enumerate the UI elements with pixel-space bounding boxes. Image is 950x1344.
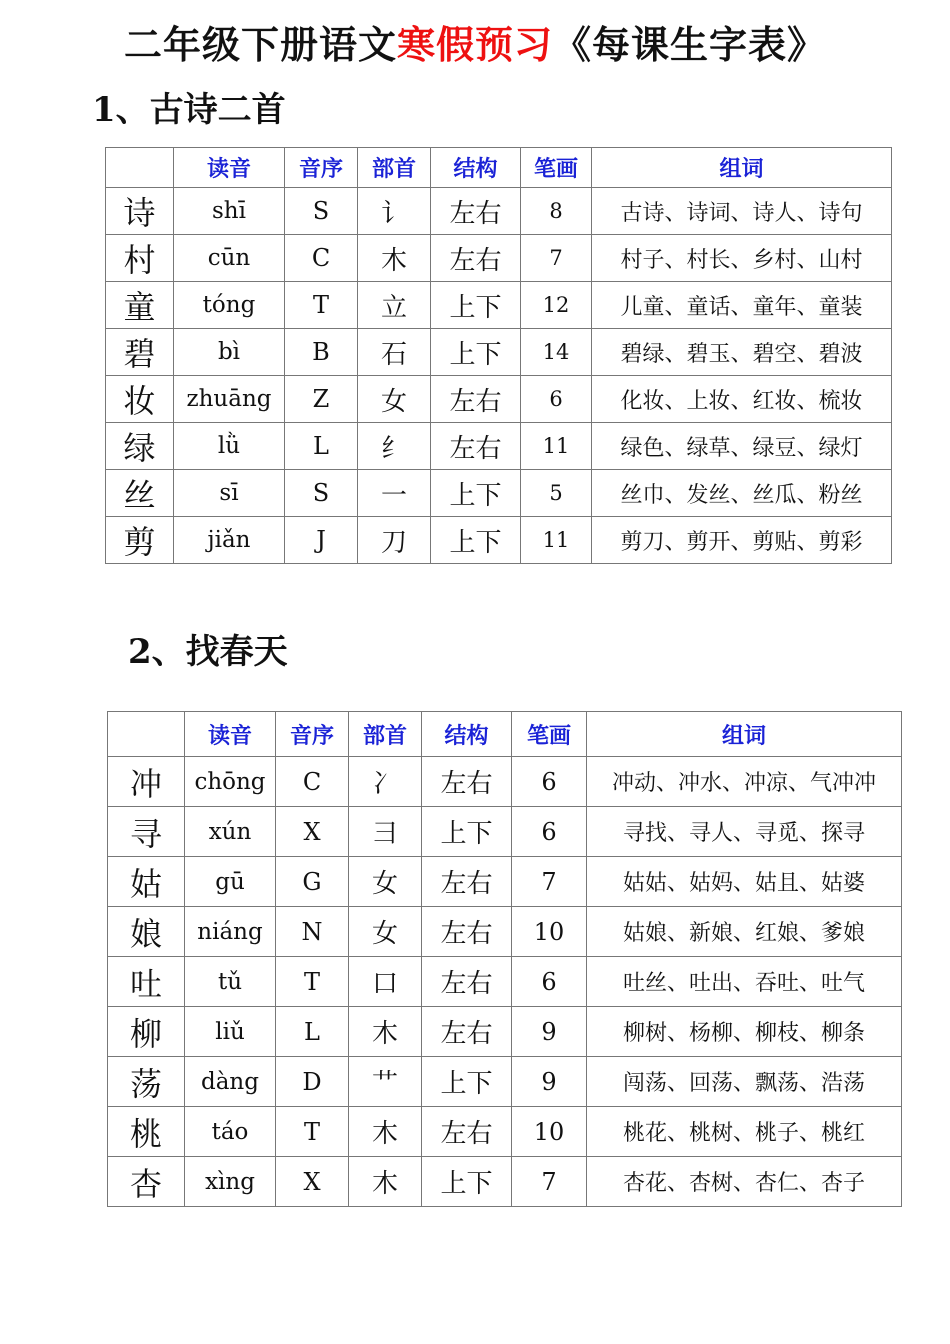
pinyin-cell: xún	[185, 807, 276, 857]
pinyin-cell: dàng	[185, 1057, 276, 1107]
vocab-table-2	[107, 711, 902, 1207]
header-strokes: 笔画	[521, 148, 592, 188]
initial-letter-cell: N	[276, 907, 349, 957]
radical-cell: 口	[349, 957, 422, 1007]
pinyin-cell: bì	[174, 329, 285, 376]
structure-cell: 上下	[422, 1157, 512, 1207]
radical-cell: 木	[349, 1107, 422, 1157]
table-row	[108, 807, 902, 857]
character-cell: 桃	[108, 1107, 185, 1157]
header-words: 组词	[592, 148, 892, 188]
radical-cell: 讠	[358, 188, 431, 235]
word-group-cell: 杏花、杏树、杏仁、杏子	[587, 1157, 902, 1207]
character-cell: 杏	[108, 1157, 185, 1207]
stroke-count-cell: 9	[512, 1007, 587, 1057]
stroke-count-cell: 10	[512, 1107, 587, 1157]
word-group-cell: 柳树、杨柳、柳枝、柳条	[587, 1007, 902, 1057]
word-group-cell: 剪刀、剪开、剪贴、剪彩	[592, 517, 892, 564]
character-cell: 柳	[108, 1007, 185, 1057]
structure-cell: 左右	[431, 376, 521, 423]
table-header-row	[106, 148, 892, 188]
initial-letter-cell: C	[276, 757, 349, 807]
structure-cell: 左右	[422, 757, 512, 807]
stroke-count-cell: 7	[512, 1157, 587, 1207]
stroke-count-cell: 5	[521, 470, 592, 517]
stroke-count-cell: 10	[512, 907, 587, 957]
character-cell: 冲	[108, 757, 185, 807]
structure-cell: 左右	[422, 957, 512, 1007]
structure-cell: 上下	[431, 517, 521, 564]
word-group-cell: 儿童、童话、童年、童装	[592, 282, 892, 329]
pinyin-cell: tǔ	[185, 957, 276, 1007]
initial-letter-cell: T	[276, 957, 349, 1007]
title-part-3: 《每课生字表》	[553, 22, 827, 67]
pinyin-cell: xìng	[185, 1157, 276, 1207]
stroke-count-cell: 7	[521, 235, 592, 282]
character-cell: 娘	[108, 907, 185, 957]
table-row	[106, 376, 892, 423]
character-cell: 寻	[108, 807, 185, 857]
pinyin-cell: zhuāng	[174, 376, 285, 423]
table-row	[106, 329, 892, 376]
stroke-count-cell: 14	[521, 329, 592, 376]
radical-cell: 刀	[358, 517, 431, 564]
title-highlight: 寒假预习	[396, 22, 553, 67]
section-title-2: 2、找春天	[128, 632, 288, 672]
pinyin-cell: lǜ	[174, 423, 285, 470]
table-row	[108, 1057, 902, 1107]
header-initial: 音序	[276, 712, 349, 757]
table-row	[108, 757, 902, 807]
table-row	[106, 470, 892, 517]
stroke-count-cell: 9	[512, 1057, 587, 1107]
pinyin-cell: chōng	[185, 757, 276, 807]
table-header-row	[108, 712, 902, 757]
character-cell: 丝	[106, 470, 174, 517]
initial-letter-cell: L	[276, 1007, 349, 1057]
table-row	[106, 235, 892, 282]
stroke-count-cell: 11	[521, 423, 592, 470]
header-blank	[106, 148, 174, 188]
initial-letter-cell: X	[276, 807, 349, 857]
word-group-cell: 姑姑、姑妈、姑且、姑婆	[587, 857, 902, 907]
radical-cell: 木	[349, 1157, 422, 1207]
radical-cell: 艹	[349, 1057, 422, 1107]
character-cell: 童	[106, 282, 174, 329]
title-part-1: 二年级下册语文	[123, 22, 397, 67]
section-title-1: 1、古诗二首	[92, 90, 286, 130]
table-row	[108, 857, 902, 907]
word-group-cell: 古诗、诗词、诗人、诗句	[592, 188, 892, 235]
word-group-cell: 桃花、桃树、桃子、桃红	[587, 1107, 902, 1157]
header-blank	[108, 712, 185, 757]
radical-cell: 木	[349, 1007, 422, 1057]
initial-letter-cell: J	[285, 517, 358, 564]
structure-cell: 左右	[431, 235, 521, 282]
header-initial: 音序	[285, 148, 358, 188]
word-group-cell: 绿色、绿草、绿豆、绿灯	[592, 423, 892, 470]
structure-cell: 上下	[431, 282, 521, 329]
character-cell: 妆	[106, 376, 174, 423]
initial-letter-cell: C	[285, 235, 358, 282]
radical-cell: 石	[358, 329, 431, 376]
initial-letter-cell: G	[276, 857, 349, 907]
initial-letter-cell: S	[285, 470, 358, 517]
structure-cell: 左右	[431, 188, 521, 235]
header-strokes: 笔画	[512, 712, 587, 757]
stroke-count-cell: 6	[512, 757, 587, 807]
header-pinyin: 读音	[174, 148, 285, 188]
stroke-count-cell: 6	[512, 807, 587, 857]
table-row	[106, 423, 892, 470]
table-row	[106, 282, 892, 329]
structure-cell: 上下	[422, 1057, 512, 1107]
word-group-cell: 丝巾、发丝、丝瓜、粉丝	[592, 470, 892, 517]
word-group-cell: 化妆、上妆、红妆、梳妆	[592, 376, 892, 423]
word-group-cell: 吐丝、吐出、吞吐、吐气	[587, 957, 902, 1007]
stroke-count-cell: 6	[512, 957, 587, 1007]
radical-cell: 女	[349, 857, 422, 907]
pinyin-cell: jiǎn	[174, 517, 285, 564]
word-group-cell: 寻找、寻人、寻觅、探寻	[587, 807, 902, 857]
initial-letter-cell: B	[285, 329, 358, 376]
initial-letter-cell: L	[285, 423, 358, 470]
vocab-table-1	[105, 147, 892, 564]
character-cell: 剪	[106, 517, 174, 564]
header-radical: 部首	[358, 148, 431, 188]
radical-cell: 一	[358, 470, 431, 517]
page-title	[0, 14, 950, 69]
table-row	[106, 517, 892, 564]
word-group-cell: 闯荡、回荡、飘荡、浩荡	[587, 1057, 902, 1107]
structure-cell: 左右	[431, 423, 521, 470]
table-row	[108, 1157, 902, 1207]
character-cell: 姑	[108, 857, 185, 907]
radical-cell: 彐	[349, 807, 422, 857]
radical-cell: 女	[358, 376, 431, 423]
character-cell: 荡	[108, 1057, 185, 1107]
radical-cell: 纟	[358, 423, 431, 470]
character-cell: 村	[106, 235, 174, 282]
pinyin-cell: sī	[174, 470, 285, 517]
word-group-cell: 冲动、冲水、冲凉、气冲冲	[587, 757, 902, 807]
stroke-count-cell: 6	[521, 376, 592, 423]
pinyin-cell: gū	[185, 857, 276, 907]
structure-cell: 左右	[422, 1007, 512, 1057]
pinyin-cell: tóng	[174, 282, 285, 329]
character-cell: 绿	[106, 423, 174, 470]
word-group-cell: 碧绿、碧玉、碧空、碧波	[592, 329, 892, 376]
initial-letter-cell: T	[285, 282, 358, 329]
word-group-cell: 村子、村长、乡村、山村	[592, 235, 892, 282]
radical-cell: 立	[358, 282, 431, 329]
structure-cell: 上下	[431, 329, 521, 376]
stroke-count-cell: 7	[512, 857, 587, 907]
table-row	[108, 907, 902, 957]
initial-letter-cell: D	[276, 1057, 349, 1107]
initial-letter-cell: Z	[285, 376, 358, 423]
pinyin-cell: liǔ	[185, 1007, 276, 1057]
table-row	[108, 1007, 902, 1057]
character-cell: 诗	[106, 188, 174, 235]
header-structure: 结构	[431, 148, 521, 188]
table-row	[108, 957, 902, 1007]
radical-cell: 木	[358, 235, 431, 282]
header-words: 组词	[587, 712, 902, 757]
radical-cell: 冫	[349, 757, 422, 807]
initial-letter-cell: X	[276, 1157, 349, 1207]
radical-cell: 女	[349, 907, 422, 957]
structure-cell: 左右	[422, 1107, 512, 1157]
pinyin-cell: cūn	[174, 235, 285, 282]
structure-cell: 左右	[422, 907, 512, 957]
header-radical: 部首	[349, 712, 422, 757]
header-structure: 结构	[422, 712, 512, 757]
character-cell: 吐	[108, 957, 185, 1007]
structure-cell: 左右	[422, 857, 512, 907]
pinyin-cell: shī	[174, 188, 285, 235]
pinyin-cell: táo	[185, 1107, 276, 1157]
character-cell: 碧	[106, 329, 174, 376]
initial-letter-cell: T	[276, 1107, 349, 1157]
word-group-cell: 姑娘、新娘、红娘、爹娘	[587, 907, 902, 957]
structure-cell: 上下	[431, 470, 521, 517]
table-row	[106, 188, 892, 235]
stroke-count-cell: 11	[521, 517, 592, 564]
pinyin-cell: niáng	[185, 907, 276, 957]
stroke-count-cell: 12	[521, 282, 592, 329]
header-pinyin: 读音	[185, 712, 276, 757]
stroke-count-cell: 8	[521, 188, 592, 235]
structure-cell: 上下	[422, 807, 512, 857]
initial-letter-cell: S	[285, 188, 358, 235]
table-row	[108, 1107, 902, 1157]
